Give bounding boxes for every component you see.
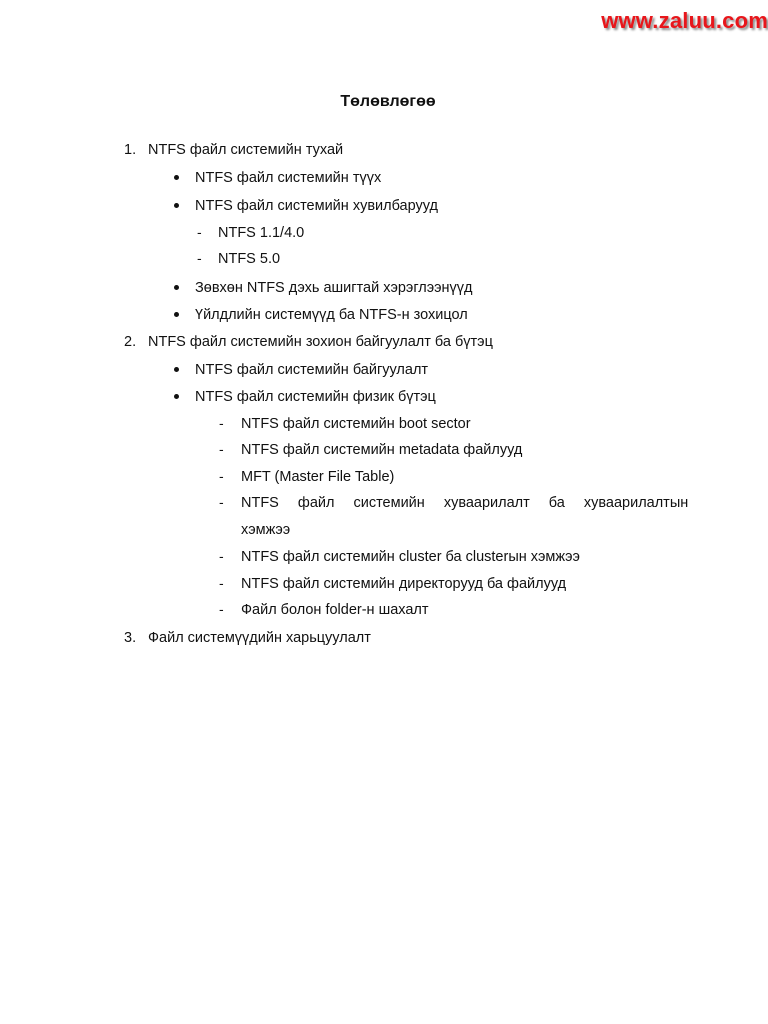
dash-icon: - bbox=[219, 441, 224, 457]
list-item: NTFS файл системийн хуваарилалт ба хуваарилалтын bbox=[241, 495, 689, 511]
page-title: Төлөвлөгөө bbox=[340, 93, 436, 110]
bullet-icon bbox=[174, 175, 179, 180]
list-item: NTFS файл системийн metadata файлууд bbox=[241, 442, 523, 458]
dash-icon: - bbox=[197, 250, 202, 266]
list-item: Файл болон folder-н шахалт bbox=[241, 602, 429, 618]
list-item: NTFS файл системийн түүх bbox=[195, 170, 382, 186]
dash-icon: - bbox=[219, 415, 224, 431]
dash-icon: - bbox=[219, 575, 224, 591]
item-text: NTFS файл системийн тухай bbox=[148, 142, 344, 158]
item-number: 3. bbox=[124, 630, 137, 646]
dash-icon: - bbox=[219, 494, 224, 510]
list-item: NTFS 5.0 bbox=[218, 251, 281, 267]
watermark: www.zaluu.com bbox=[601, 8, 768, 33]
list-item: MFT (Master File Table) bbox=[241, 469, 395, 485]
list-item: Үйлдлийн системүүд ба NTFS-н зохицол bbox=[195, 307, 468, 323]
bullet-icon bbox=[174, 394, 179, 399]
list-item: NTFS файл системийн хувилбарууд bbox=[195, 198, 438, 214]
item-number: 1. bbox=[124, 142, 137, 158]
bullet-icon bbox=[174, 367, 179, 372]
item-text: NTFS файл системийн зохион байгуулалт ба бүтэц bbox=[148, 334, 493, 350]
dash-icon: - bbox=[219, 468, 224, 484]
item-number: 2. bbox=[124, 334, 137, 350]
list-item bbox=[124, 141, 344, 159]
list-item bbox=[124, 629, 371, 647]
dash-icon: - bbox=[219, 601, 224, 617]
list-item-continuation: хэмжээ bbox=[241, 522, 291, 538]
bullet-icon bbox=[174, 203, 179, 208]
dash-icon: - bbox=[197, 224, 202, 240]
list-item: NTFS файл системийн байгуулалт bbox=[195, 362, 429, 378]
list-item: Зөвхөн NTFS дэхь ашигтай хэрэглээнүүд bbox=[195, 280, 473, 296]
list-item: NTFS файл системийн cluster ба clusterын хэмжээ bbox=[241, 549, 580, 565]
bullet-icon bbox=[174, 285, 179, 290]
list-item: NTFS файл системийн директорууд ба файлууд bbox=[241, 576, 567, 592]
list-item bbox=[124, 333, 493, 351]
item-text: Файл системүүдийн харьцуулалт bbox=[148, 630, 371, 646]
list-item: NTFS 1.1/4.0 bbox=[218, 225, 305, 241]
bullet-icon bbox=[174, 312, 179, 317]
list-item: NTFS файл системийн физик бүтэц bbox=[195, 389, 436, 405]
dash-icon: - bbox=[219, 548, 224, 564]
list-item: NTFS файл системийн boot sector bbox=[241, 416, 471, 432]
